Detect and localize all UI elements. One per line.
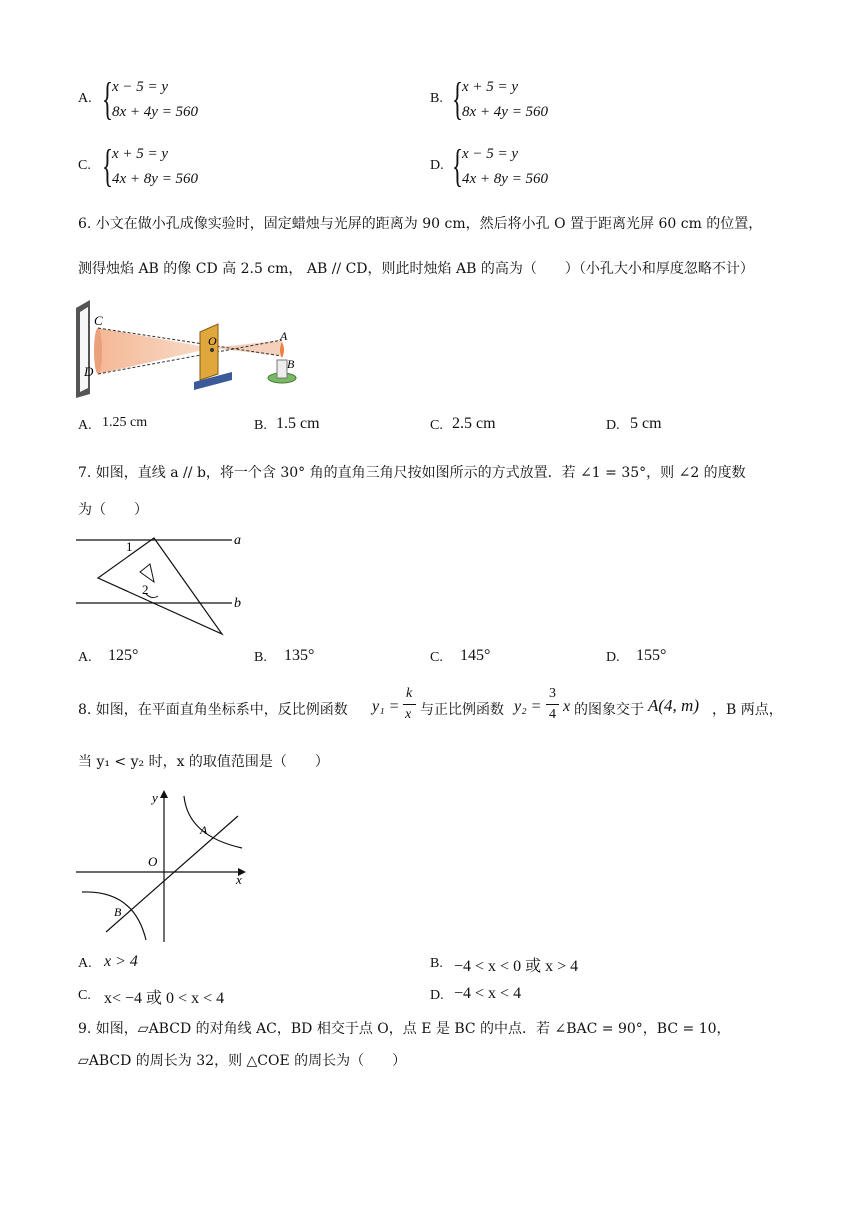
option-b-value: 1.5 cm [276, 415, 320, 432]
label-b: B [114, 905, 122, 919]
light-cone-left [98, 328, 212, 374]
equation-2: 4x + 8y = 560 [462, 171, 549, 187]
image-ellipse [94, 328, 102, 374]
option-label: C. [78, 988, 91, 1003]
option-label: D. [430, 158, 444, 173]
option-label: C. [430, 650, 443, 665]
option-a-value: 125° [108, 647, 139, 664]
option-b-value: −4 < x < 0 或 x > 4 [454, 958, 579, 975]
option-label: B. [254, 650, 267, 665]
line-y2 [106, 816, 238, 932]
label-d: D [84, 364, 94, 379]
label-o: O [208, 334, 217, 348]
q9-stem-line2: ▱ABCD 的周长为 32，则 △COE 的周长为（ ） [78, 1053, 407, 1069]
q7-parallel-lines-figure [76, 528, 256, 640]
option-a-value: x > 4 [104, 953, 138, 970]
option-label: B. [430, 91, 443, 106]
text: ，B 两点， [712, 702, 783, 718]
option-label: D. [606, 418, 620, 433]
option-label: B. [254, 418, 267, 433]
q6-stem-line1: 6. 小文在做小孔成像实验时，固定蜡烛与光屏的距离为 90 cm，然后将小孔 O 置于距离光屏 60 cm 的位置， [78, 216, 763, 232]
brace: { [452, 140, 464, 191]
label-a: A [280, 329, 288, 343]
hyperbola-branch-1 [184, 796, 242, 848]
option-label: A. [78, 956, 92, 971]
q8-coordinate-figure [76, 786, 256, 946]
triangle-ruler [98, 538, 222, 634]
point-a: A(4, m) [648, 696, 699, 715]
option-a-value: 1.25 cm [102, 415, 148, 430]
option-label: C. [78, 158, 91, 173]
equation-1: x − 5 = y [112, 79, 169, 95]
text: 的图象交于 [574, 702, 644, 718]
option-label: D. [606, 650, 620, 665]
label-b: b [234, 596, 241, 611]
brace: { [102, 73, 114, 124]
triangle-hole [140, 564, 154, 582]
option-label: D. [430, 988, 444, 1003]
fraction-numerator: 3 [549, 686, 556, 701]
q7-stem-line1: 7. 如图，直线 a // b，将一个含 30° 角的直角三角尺按如图所示的方式放置．若 ∠1 = 35°，则 ∠2 的度数 [78, 465, 746, 481]
option-label: A. [78, 91, 92, 106]
label-2: 2 [142, 582, 149, 597]
fraction-denominator: 4 [549, 707, 556, 722]
label-o: O [148, 854, 158, 869]
option-label: B. [430, 956, 443, 971]
option-c-value: x< −4 或 0 < x < 4 [104, 990, 225, 1007]
fraction-denominator: x [405, 707, 412, 722]
option-d-value: 155° [636, 647, 667, 664]
q8-stem-line2: 当 y₁ < y₂ 时，x 的取值范围是（ ） [78, 754, 329, 770]
option-b-value: 135° [284, 647, 315, 664]
equation-1: x + 5 = y [462, 79, 519, 95]
equation-1: x − 5 = y [462, 146, 519, 162]
label-b: B [287, 357, 295, 371]
candle [277, 360, 287, 378]
text: 与正比例函数 [420, 702, 504, 718]
equation-1: x + 5 = y [112, 146, 169, 162]
label-x: x [236, 872, 242, 887]
q7-stem-line2: 为（ ） [78, 502, 148, 518]
label-c: C [94, 313, 103, 328]
option-c-value: 145° [460, 647, 491, 664]
fraction-bar [546, 704, 559, 705]
equation-2: 4x + 8y = 560 [112, 171, 199, 187]
x-var: x [563, 698, 571, 715]
fraction-numerator: k [406, 686, 413, 701]
y1-label: y₁ = [372, 698, 400, 715]
pinhole-board [200, 324, 218, 380]
option-d-value: −4 < x < 4 [454, 985, 522, 1002]
label-1: 1 [126, 539, 133, 554]
option-d-value: 5 cm [630, 415, 662, 432]
label-y: y [152, 790, 158, 805]
text: 8. 如图，在平面直角坐标系中，反比例函数 [78, 702, 348, 718]
option-label: A. [78, 418, 92, 433]
q9-stem-line1: 9. 如图，▱ABCD 的对角线 AC，BD 相交于点 O，点 E 是 BC 的中点．若 ∠BAC = 90°，BC = 10， [78, 1021, 731, 1037]
option-c-value: 2.5 cm [452, 415, 496, 432]
q6-pinhole-figure [72, 290, 312, 400]
y2-label: y₂ = [514, 698, 542, 715]
option-label: A. [78, 650, 92, 665]
label-a: A [200, 823, 208, 837]
brace: { [102, 140, 114, 191]
screen-surface [80, 307, 88, 392]
equation-2: 8x + 4y = 560 [112, 104, 199, 120]
brace: { [452, 73, 464, 124]
option-label: C. [430, 418, 443, 433]
q6-stem-line2: 测得烛焰 AB 的像 CD 高 2.5 cm， AB // CD，则此时烛焰 AB 的高为（ ）（小孔大小和厚度忽略不计） [78, 261, 754, 277]
equation-2: 8x + 4y = 560 [462, 104, 549, 120]
label-a: a [234, 533, 241, 548]
fraction-bar [403, 704, 416, 705]
